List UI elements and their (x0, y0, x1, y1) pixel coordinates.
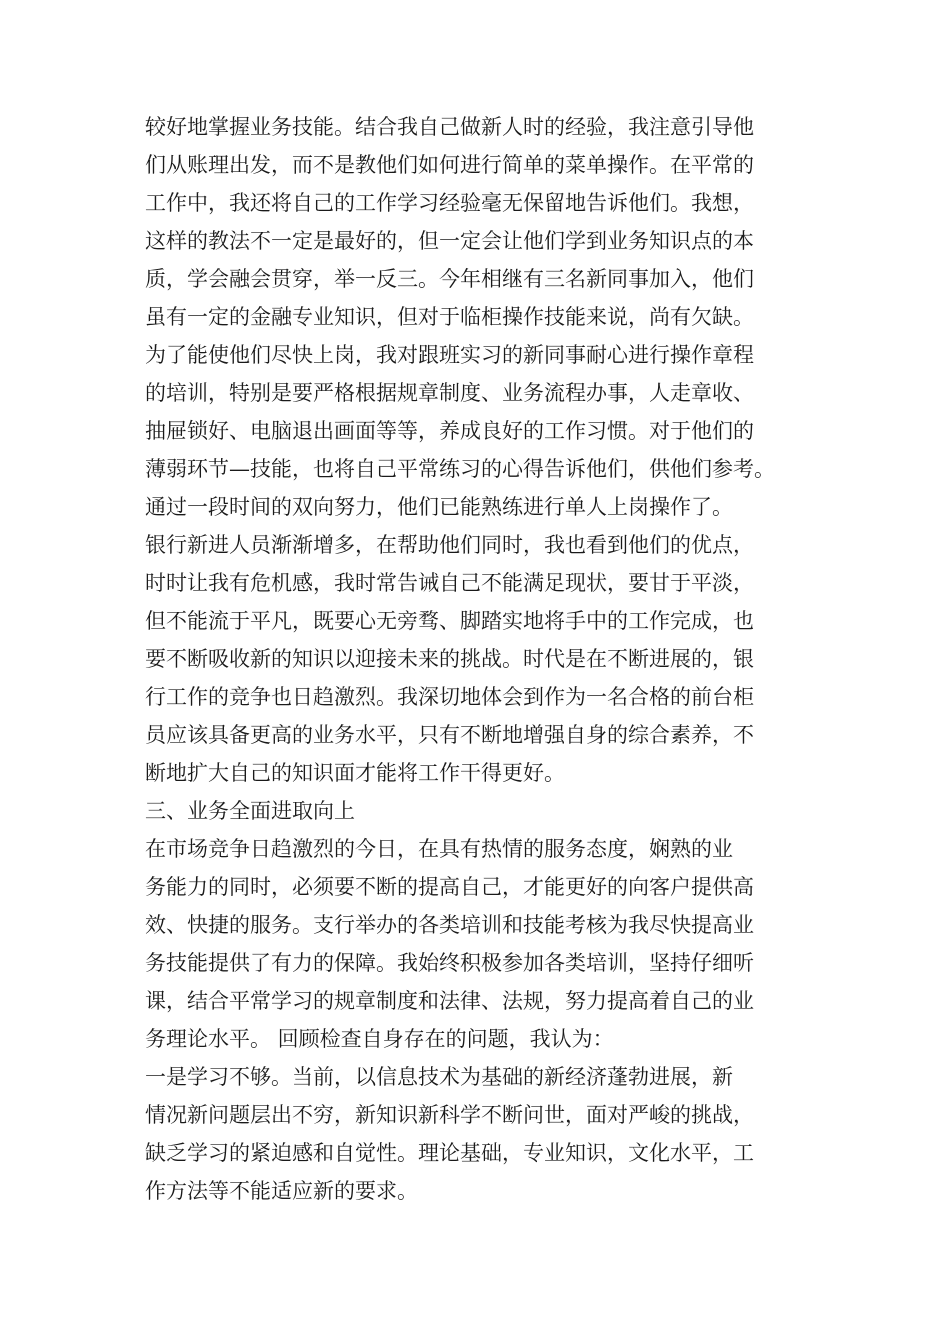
text-line: 缺乏学习的紧迫感和自觉性。理论基础，专业知识，文化水平，工 (145, 1141, 754, 1165)
text-line: 务能力的同时，必须要不断的提高自己，才能更好的向客户提供高 (145, 875, 754, 899)
text-line: 抽屉锁好、电脑退出画面等等，养成良好的工作习惯。对于他们的 (145, 419, 754, 443)
text-line: 通过一段时间的双向努力，他们已能熟练进行单人上岗操作了。 (145, 495, 733, 519)
text-line: 时时让我有危机感，我时常告诫自己不能满足现状，要甘于平淡， (145, 571, 754, 595)
section-heading: 三、业务全面进取向上 (145, 799, 355, 823)
text-line: 银行新进人员渐渐增多，在帮助他们同时，我也看到他们的优点， (145, 533, 754, 557)
text-line: 务技能提供了有力的保障。我始终积极参加各类培训，坚持仔细听 (145, 951, 754, 975)
text-line: 薄弱环节—技能，也将自己平常练习的心得告诉他们，供他们参考。 (145, 457, 775, 481)
text-line: 务理论水平。 回顾检查自身存在的问题，我认为： (145, 1027, 614, 1051)
text-line: 的培训，特别是要严格根据规章制度、业务流程办事，人走章收、 (145, 381, 754, 405)
text-line: 作方法等不能适应新的要求。 (145, 1179, 418, 1203)
text-line: 情况新问题层出不穷，新知识新科学不断问世，面对严峻的挑战， (145, 1103, 754, 1127)
text-line: 一是学习不够。当前，以信息技术为基础的新经济蓬勃进展，新 (145, 1065, 733, 1089)
text-line: 虽有一定的金融专业知识，但对于临柜操作技能来说，尚有欠缺。 (145, 305, 754, 329)
text-line: 课，结合平常学习的规章制度和法律、法规，努力提高着自己的业 (145, 989, 754, 1013)
text-line: 为了能使他们尽快上岗，我对跟班实习的新同事耐心进行操作章程 (145, 343, 754, 367)
text-line: 们从账理出发，而不是教他们如何进行简单的菜单操作。在平常的 (145, 153, 754, 177)
text-line: 效、快捷的服务。支行举办的各类培训和技能考核为我尽快提高业 (145, 913, 754, 937)
text-line: 行工作的竞争也日趋激烈。我深切地体会到作为一名合格的前台柜 (145, 685, 754, 709)
text-line: 员应该具备更高的业务水平，只有不断地增强自身的综合素养，不 (145, 723, 754, 747)
text-line: 但不能流于平凡，既要心无旁骛、脚踏实地将手中的工作完成，也 (145, 609, 754, 633)
text-line: 要不断吸收新的知识以迎接未来的挑战。时代是在不断进展的，银 (145, 647, 754, 671)
text-line: 较好地掌握业务技能。结合我自己做新人时的经验，我注意引导他 (145, 115, 754, 139)
text-line: 工作中，我还将自己的工作学习经验毫无保留地告诉他们。我想， (145, 191, 754, 215)
text-line: 断地扩大自己的知识面才能将工作干得更好。 (145, 761, 565, 785)
text-line: 这样的教法不一定是最好的，但一定会让他们学到业务知识点的本 (145, 229, 754, 253)
text-line: 质，学会融会贯穿，举一反三。今年相继有三名新同事加入，他们 (145, 267, 754, 291)
text-line: 在市场竞争日趋激烈的今日，在具有热情的服务态度，娴熟的业 (145, 837, 733, 861)
